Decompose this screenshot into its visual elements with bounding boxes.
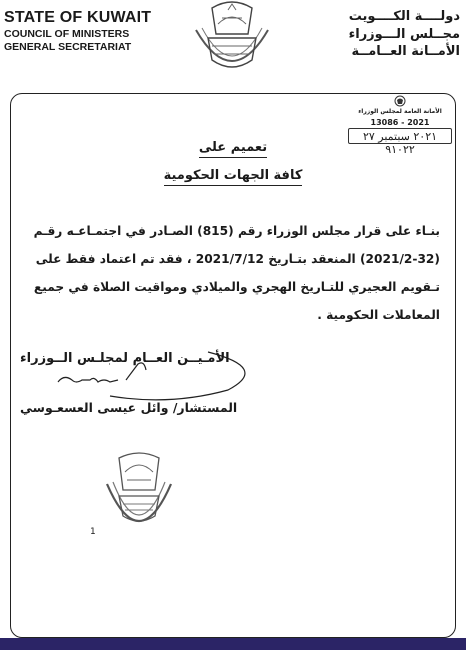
memo-recipients-text: كافة الجهات الحكومية xyxy=(164,168,303,186)
stamp-emblem-icon xyxy=(394,95,406,107)
signatory-title: الأمـيــن العــام لمجلـس الــوزراء xyxy=(20,351,230,366)
header-english xyxy=(4,8,151,54)
secretariat-name-ar: الأمــانة العــامــة xyxy=(351,44,460,60)
stamp-date: ٢٠٢١ سبتمبر ٢٧ ٩١٠٢٢ xyxy=(362,130,438,156)
stamp-office: الأمانة العامة لمجلس الوزراء xyxy=(358,108,442,115)
memo-title xyxy=(0,140,466,155)
kuwait-emblem-icon xyxy=(176,0,288,82)
page-marker: 1 xyxy=(90,527,96,537)
header-arabic xyxy=(349,8,460,61)
signatory-title-wrap xyxy=(0,347,450,366)
body-line-4: المعاملات الحكومية . xyxy=(317,308,440,322)
council-name-ar: مجــلس الـــوزراء xyxy=(348,26,460,42)
body-line-2: (2021/2-32) المنعقد بتـاريخ 2021/7/12 ، فقد تم اعتماد فقط على xyxy=(35,252,440,266)
state-name-en: STATE OF KUWAIT xyxy=(4,9,152,26)
official-seal-icon xyxy=(93,450,185,542)
signatory-name: المستشار/ وائل عيسى العسعـوسي xyxy=(20,400,238,415)
body-line-3: تـقويم العجيري للتـاريخ الهجري والميلادي ومواقيت الصلاة في جميع xyxy=(33,280,440,294)
council-name-en: COUNCIL OF MINISTERS xyxy=(4,28,130,40)
stamp-number: 13086 - 2021 xyxy=(370,118,430,127)
state-name-ar: دولــــة الكــــويت xyxy=(348,9,460,24)
body-line-1: بنـاء على قرار مجلس الوزراء رقم (815) الصـادر في اجتمـاعـه رقـم xyxy=(33,224,440,238)
memo-title-text: تعميم على xyxy=(199,140,267,158)
memo-recipients xyxy=(0,168,466,183)
secretariat-name-en: GENERAL SECRETARIAT xyxy=(4,41,132,54)
bottom-bar xyxy=(0,638,466,650)
